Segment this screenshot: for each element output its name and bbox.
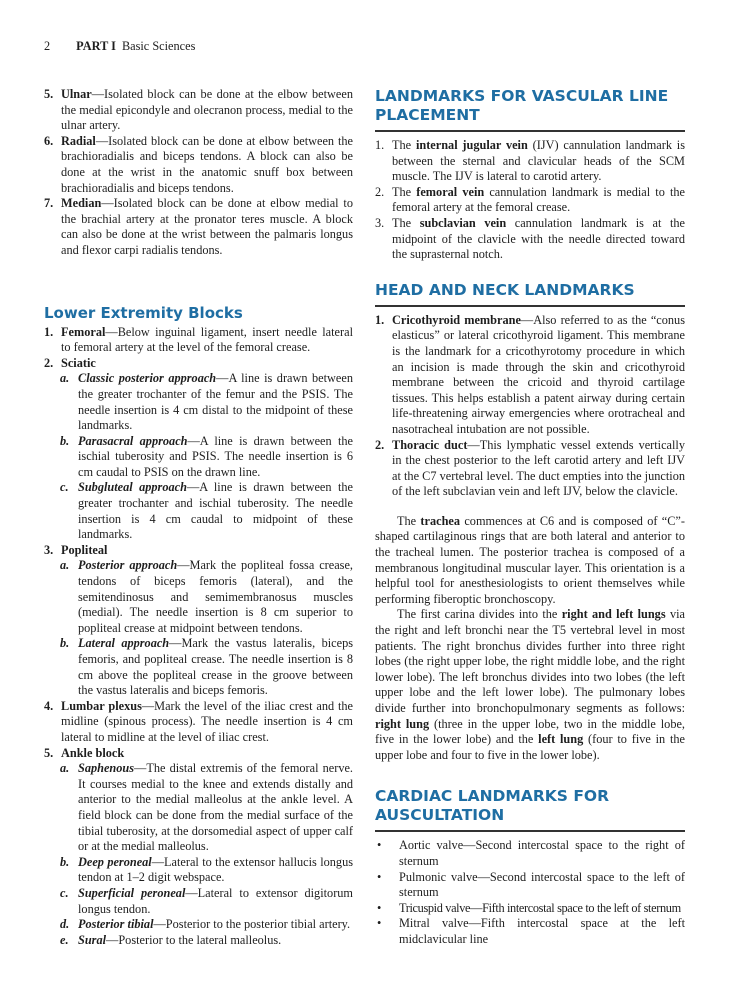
item-term: femoral vein (416, 184, 485, 199)
para-text: (four to five in the upper lobe and four to five in the lower lobe). (375, 732, 685, 762)
sub-letter: a. (60, 761, 70, 776)
sub-term: Superficial peroneal (78, 885, 186, 900)
item-term: Popliteal (61, 542, 108, 557)
sub-item-lateral (44, 636, 353, 698)
bullet-aortic (375, 838, 685, 869)
bullet-icon: • (377, 916, 382, 931)
para-text: (three in the upper lobe, two in the middle lobe, five in the lower lobe) and the (375, 716, 685, 747)
bullet-mitral (375, 916, 685, 947)
item-number: 2. (375, 437, 385, 452)
vascular-heading: LANDMARKS FOR VASCULAR LINE PLACEMENT (375, 87, 685, 132)
item-number: 4. (44, 698, 54, 713)
list-item-femoral-vein (375, 185, 685, 216)
item-text: —Isolated block can be done at the elbow between the medial epicondyle and olecranon process, medial to the ulnar artery. (61, 87, 353, 133)
bullet-pulmonic (375, 870, 685, 901)
item-number: 3. (44, 542, 54, 557)
item-prefix: The (392, 215, 420, 230)
sub-text: —Posterior to the lateral malleolus. (106, 932, 282, 947)
sub-term: Subgluteal approach (78, 480, 187, 495)
sub-letter: c. (60, 885, 69, 900)
sub-letter: a. (60, 371, 70, 386)
item-text: —Below inguinal ligament, insert needle lateral to femoral artery at the level of the femoral crease. (61, 324, 353, 355)
item-text: —Isolated block can be done at elbow between the brachioradialis and biceps tendons. A block can also be done at the wrist in the anatomic snuff box between brachioradialis and biceps tendons. (61, 133, 353, 195)
sub-item-saphenous (44, 761, 353, 855)
sub-item-superficial-peroneal (44, 886, 353, 917)
bullet-icon: • (377, 900, 382, 915)
list-item-subclavian (375, 216, 685, 263)
item-term: internal jugular vein (415, 138, 528, 152)
item-term: Median (61, 196, 102, 211)
para-text: The (397, 513, 421, 528)
item-term: subclavian vein (419, 215, 507, 230)
sub-item-parasacral (44, 434, 353, 481)
sub-text: —A line is drawn between the greater trochanter and ischial tuberosity. The needle insertion is 4 cm caudal to midpoint of these landmarks. (78, 480, 353, 542)
item-number: 2. (375, 184, 385, 199)
bullet-text: Aortic valve—Second intercostal space to the right of sternum (399, 838, 685, 868)
list-item-ijv (375, 138, 685, 185)
section-label: Basic Sciences (121, 39, 196, 53)
lower-extremity-heading: Lower Extremity Blocks (44, 303, 243, 322)
cardiac-heading: CARDIAC LANDMARKS FOR AUSCULTATION (375, 787, 685, 832)
item-number: 2. (44, 355, 54, 370)
bullet-tricuspid (375, 901, 685, 917)
bullet-text: Mitral valve—Fifth intercostal space at the left midclavicular line (399, 916, 685, 946)
para-term: left lung (538, 732, 584, 747)
sub-letter: b. (60, 854, 70, 869)
bullet-text: Pulmonic valve—Second intercostal space to the left of sternum (399, 869, 685, 900)
sub-term: Posterior tibial (78, 917, 154, 932)
running-head (44, 39, 195, 55)
sub-letter: a. (60, 558, 70, 573)
list-item-cricothyroid (375, 313, 685, 438)
list-item-ankle-block (44, 746, 353, 762)
trachea-paragraph (375, 514, 685, 608)
item-term: Ulnar (61, 87, 92, 101)
sub-item-sural (44, 933, 353, 949)
sub-text: —Lateral to the extensor hallucis longus tendon at 1–2 digit webspace. (78, 854, 354, 885)
item-number: 1. (44, 324, 54, 339)
sub-term: Saphenous (78, 761, 135, 776)
list-item-ulnar (44, 87, 353, 134)
item-text: —Isolated block can be done at elbow medial to the brachial artery at the pronator teres muscle. A block can also be done at the wrist between the palmaris longus and flexor carpi radialis tendons. (61, 196, 353, 257)
sub-letter: b. (60, 433, 70, 448)
item-term: Ankle block (61, 745, 125, 760)
sub-text: —Lateral to extensor digitorum longus tendon. (78, 885, 353, 916)
sub-text: —Posterior to the posterior tibial artery. (153, 917, 351, 932)
sub-text: —A line is drawn between the ischial tuberosity and PSIS. The needle insertion is 6 cm caudal to PSIS on the drawn line. (78, 433, 353, 479)
sub-text: —The distal extremis of the femoral nerve. It courses medial to the knee and extends distally and anterior to the medial malleolus at the ankle level. A field block can be done from the medial surface of the tibial tuberosity, at the dorsomedial aspect of upper calf or at the medial malleolus. (78, 761, 353, 854)
sub-term: Parasacral approach (78, 433, 188, 448)
list-item-femoral (44, 325, 353, 356)
item-number: 3. (375, 215, 385, 230)
sub-term: Classic posterior approach (78, 371, 217, 386)
sub-item-subgluteal (44, 480, 353, 542)
sub-item-posterior (44, 558, 353, 636)
para-text: commences at C6 and is composed of “C”-shaped cartilaginous rings that are both lateral and anterior to the tracheal lumen. The posterior trachea is composed of a membranous longitudinal muscular layer. This orientation is a helpful tool for anesthesiologists to orient themselves while performing fiberoptic bronchoscopy. (375, 513, 685, 606)
sub-text: —Mark the popliteal fossa crease, tendons of biceps femoris (lateral), and the semitendinosus and semimembranosus muscles (medial). The needle insertion is 8 cm superior to popliteal crease at midpoint between tendons. (78, 558, 353, 635)
item-text: —Mark the level of the iliac crest and the midline (spinous process). The needle insertion is 4 cm lateral to midline at the level of iliac crest. (61, 698, 353, 744)
list-item-median (44, 196, 353, 258)
item-number: 6. (44, 133, 54, 148)
right-column (375, 87, 685, 948)
item-prefix: The (392, 138, 416, 152)
item-text: —This lymphatic vessel extends vertically in the chest posterior to the left carotid artery and left IJV at the C7 vertebral level. The duct empties into the junction of the left subclavian vein and left IJV, below the clavicle. (392, 437, 685, 499)
left-column (44, 87, 353, 948)
bullet-text: Tricuspid valve—Fifth intercostal space to the left of sternum (399, 900, 681, 915)
sub-item-classic-posterior (44, 371, 353, 433)
list-item-sciatic (44, 356, 353, 372)
page-number: 2 (44, 39, 51, 53)
item-number: 5. (44, 745, 54, 760)
item-prefix: The (392, 184, 417, 199)
item-term: Lumbar plexus (61, 698, 142, 713)
item-number: 1. (375, 138, 385, 152)
list-item-lumbar-plexus (44, 699, 353, 746)
para-text: via the right and left bronchi near the T5 vertebral level in most patients. The right bronchus divides further into three right lobes (the right upper lobe, the right middle lobe, and the right lower lobe). The left bronchus divides into two lobes (the left upper lobe and the left lower lobe). The pulmonary lobes divide further into bronchopulmonary segments as follows: (375, 607, 685, 715)
sub-term: Deep peroneal (78, 854, 152, 869)
item-text: cannulation landmark is at the midpoint of the clavicle with the needle directed toward the suprasternal notch. (392, 215, 685, 262)
item-number: 1. (375, 312, 385, 327)
sub-letter: b. (60, 636, 70, 651)
para-term: right and left lungs (561, 607, 666, 622)
item-term: Femoral (61, 324, 106, 339)
sub-term: Posterior approach (78, 558, 178, 573)
sub-text: —A line is drawn between the greater trochanter of the femur and the PSIS. The needle insertion is 4 cm distal to the midpoint of these landmarks. (78, 371, 353, 433)
bullet-icon: • (377, 869, 382, 884)
para-term: trachea (420, 513, 461, 528)
item-number: 5. (44, 87, 54, 101)
sub-item-deep-peroneal (44, 855, 353, 886)
item-text: (IJV) cannulation landmark is between the sternal and clavicular heads of the SCM muscle. The IJV is lateral to carotid artery. (392, 138, 685, 184)
item-term: Cricothyroid membrane (392, 312, 521, 327)
sub-letter: e. (60, 932, 69, 947)
item-text: cannulation landmark is medial to the femoral artery at the femoral crease. (392, 184, 685, 215)
bullet-icon: • (377, 838, 382, 853)
list-item-radial (44, 134, 353, 196)
sub-item-posterior-tibial (44, 917, 353, 933)
para-text: The first carina divides into the (397, 607, 562, 622)
head-neck-heading: HEAD AND NECK LANDMARKS (375, 281, 685, 307)
item-text: —Also referred to as the “conus elasticus” or lateral cricothyroid ligament. This membrane is the landmark for a cricothyrotomy procedure in which an incision is made through the skin and cricothyroid membrane between the cricoid and thyroid cartilage tissues. This helps establish a patent airway during certain life-threatening airway emergencies where orotracheal and nasotracheal intubation are not possible. (392, 312, 685, 436)
carina-paragraph (375, 607, 685, 763)
item-term: Thoracic duct (392, 437, 468, 452)
part-label: PART I (76, 39, 116, 53)
item-term: Radial (61, 133, 96, 148)
para-term: right lung (375, 716, 430, 731)
item-number: 7. (44, 196, 54, 211)
sub-text: —Mark the vastus lateralis, biceps femoris, and popliteal crease. The needle insertion is 8 cm above the popliteal crease in the groove between the vastus lateralis and biceps femoris. (78, 636, 353, 698)
sub-term: Lateral approach (78, 636, 170, 651)
sub-term: Sural (78, 932, 107, 947)
sub-letter: d. (60, 917, 70, 932)
list-item-popliteal (44, 543, 353, 559)
list-item-thoracic-duct (375, 438, 685, 500)
sub-letter: c. (60, 480, 69, 495)
item-term: Sciatic (61, 355, 96, 370)
